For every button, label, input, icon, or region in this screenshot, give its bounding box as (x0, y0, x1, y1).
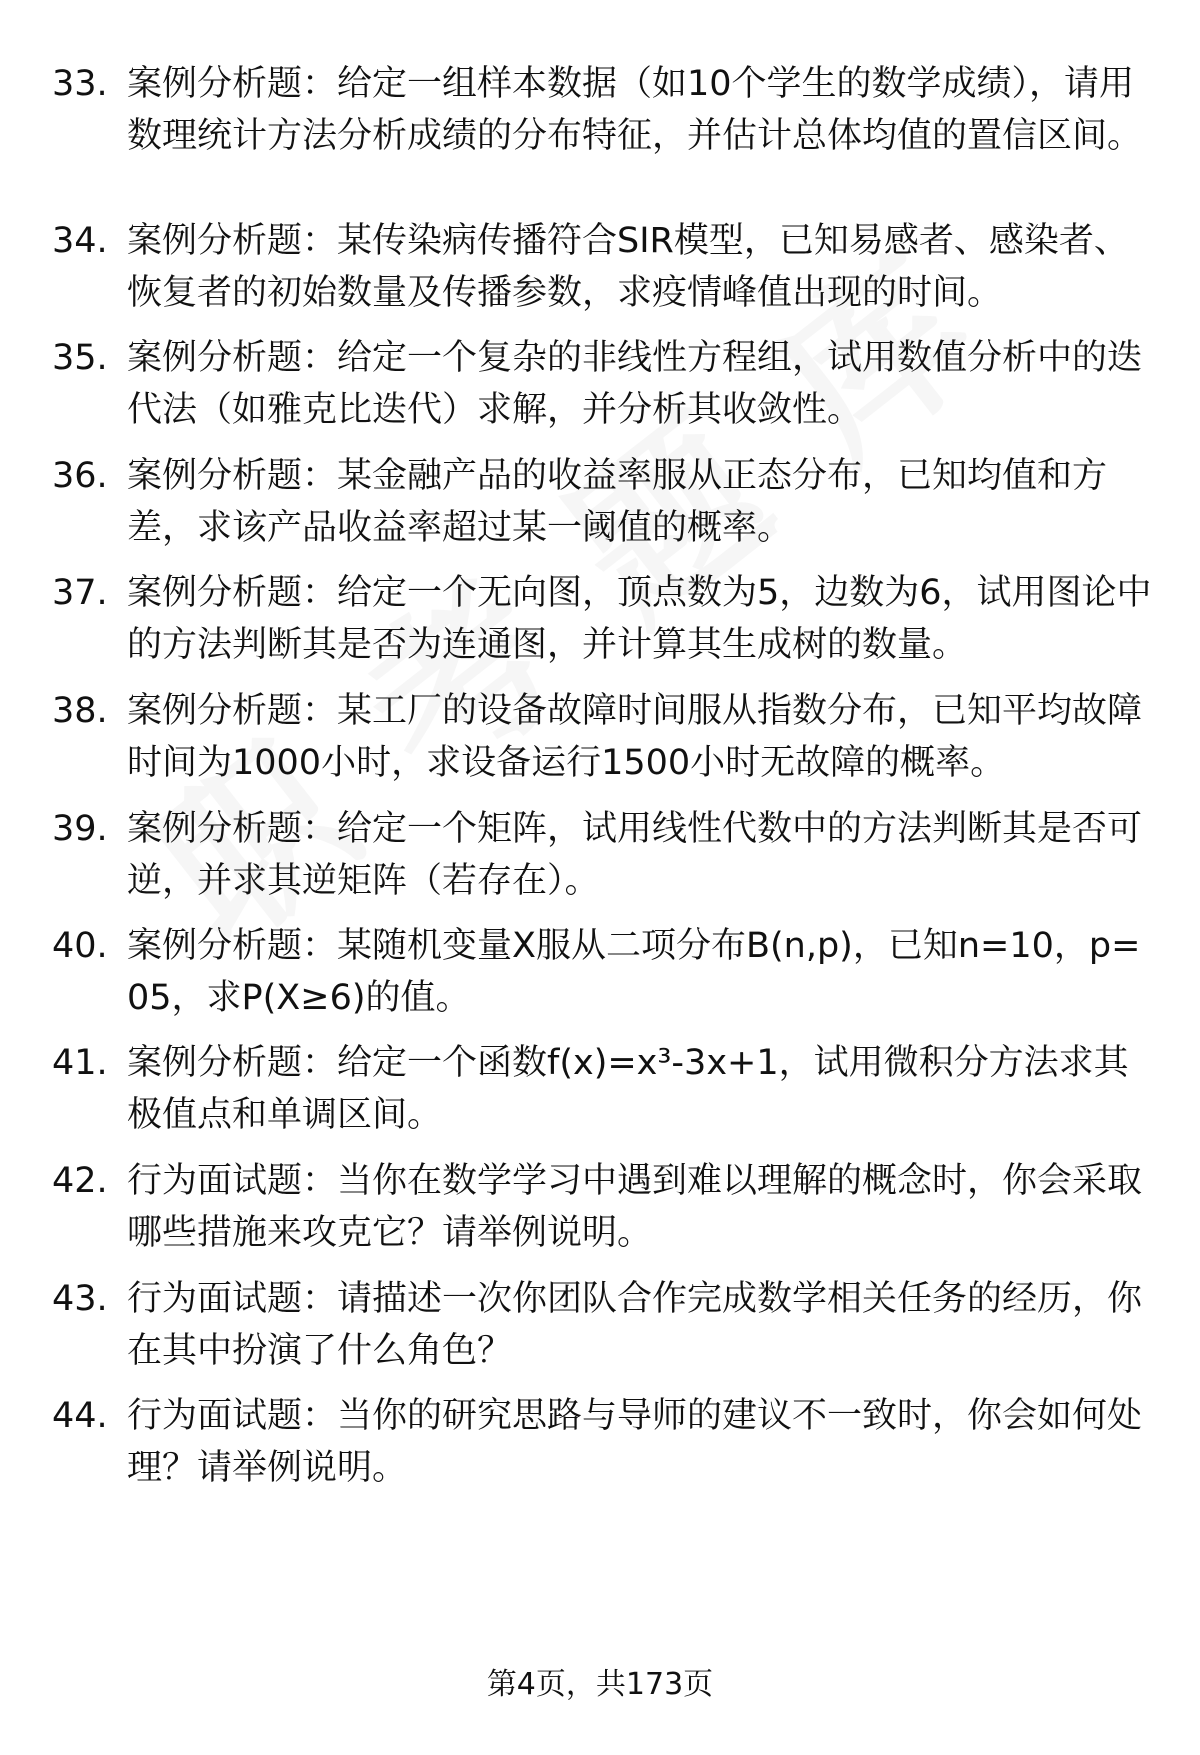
question-number: 37. (52, 573, 108, 613)
question-number: 33. (52, 64, 108, 104)
question-number: 44. (52, 1396, 108, 1436)
question-number: 34. (52, 221, 108, 261)
question-number: 36. (52, 456, 108, 496)
question-number: 39. (52, 809, 108, 849)
question-text: 案例分析题：某工厂的设备故障时间服从指数分布，已知平均故障时间为1000小时，求设备运行1500小时无故障的概率。 (127, 691, 1143, 783)
question-number: 38. (52, 691, 108, 731)
page-number-footer: 第4页，共173页 (486, 1667, 714, 1702)
question-text: 案例分析题：给定一个无向图，顶点数为5，边数为6，试用图论中的方法判断其是否为连通图，并计算其生成树的数量。 (127, 573, 1152, 665)
question-number: 43. (52, 1279, 108, 1319)
question-text: 案例分析题：某传染病传播符合SIR模型，已知易感者、感染者、恢复者的初始数量及传播参数，求疫情峰值出现的时间。 (127, 221, 1129, 313)
question-text: 案例分析题：给定一个函数f(x)=x³-3x+1，试用微积分方法求其极值点和单调区间。 (127, 1043, 1129, 1135)
question-text: 案例分析题：给定一个复杂的非线性方程组，试用数值分析中的迭代法（如雅克比迭代）求解，并分析其收敛性。 (127, 338, 1143, 430)
question-text: 行为面试题：请描述一次你团队合作完成数学相关任务的经历，你在其中扮演了什么角色？ (127, 1279, 1143, 1371)
question-text: 行为面试题：当你的研究思路与导师的建议不一致时，你会如何处理？请举例说明。 (127, 1396, 1143, 1488)
question-text: 案例分析题：某随机变量X服从二项分布B(n,p)，已知n=10，p=05，求P(X≥6)的值。 (127, 926, 1141, 1018)
question-text: 案例分析题：某金融产品的收益率服从正态分布，已知均值和方差，求该产品收益率超过某一阈值的概率。 (127, 456, 1108, 548)
question-number: 35. (52, 338, 108, 378)
question-number: 42. (52, 1161, 108, 1201)
question-text: 行为面试题：当你在数学学习中遇到难以理解的概念时，你会采取哪些措施来攻克它？请举例说明。 (127, 1161, 1143, 1253)
question-number: 40. (52, 926, 108, 966)
question-text: 案例分析题：给定一个矩阵，试用线性代数中的方法判断其是否可逆，并求其逆矩阵（若存在）。 (127, 809, 1143, 901)
question-number: 41. (52, 1043, 108, 1083)
question-text: 案例分析题：给定一组样本数据（如10个学生的数学成绩），请用数理统计方法分析成绩的分布特征，并估计总体均值的置信区间。 (127, 64, 1143, 156)
